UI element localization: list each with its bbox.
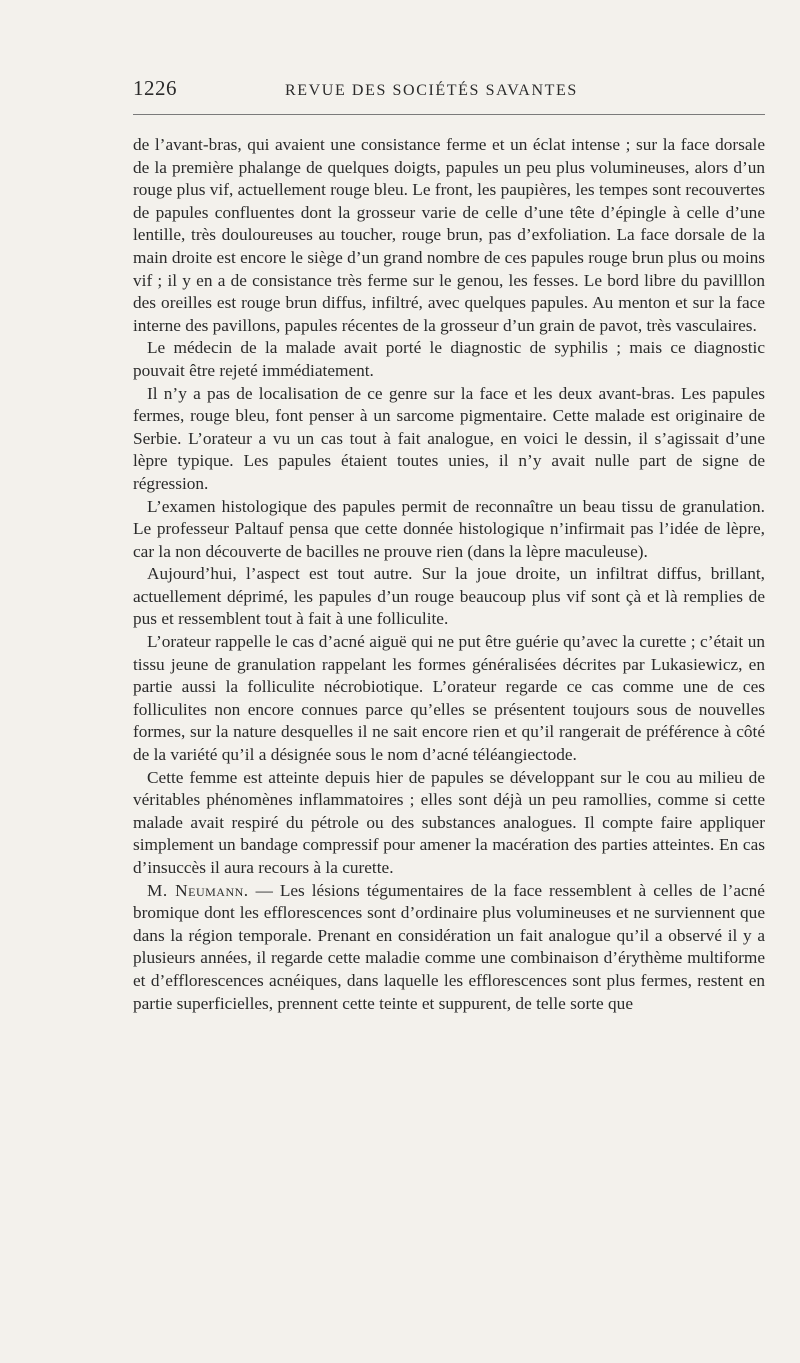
header-rule xyxy=(133,114,765,115)
page-number: 1226 xyxy=(133,76,177,100)
paragraph-5: Aujourd’hui, l’aspect est tout autre. Sur la joue droite, un infiltrat diffus, brillant, actuellement déprimé, les papules d’un rouge beaucoup plus vif sont çà et là remplies de pus et ressemblent tout à fait à une folliculite. xyxy=(133,564,765,629)
paragraph-1: de l’avant-bras, qui avaient une consistance ferme et un éclat intense ; sur la face dorsale de la première phalange de quelques doigts, papules un peu plus volumineuses, alors d’un rouge plus vif, actuellement rouge bleu. Le front, les paupières, les tempes sont recouvertes de papules confluentes dont la grosseur varie de celle d’une tête d’épingle à celle d’une lentille, très douloureuses au toucher, rouge brun, pas d’exfoliation. La face dorsale de la main droite est encore le siège d’un grand nombre de ces papules rouge brun plus ou moins vif ; il y en a de consistance très ferme sur le genou, les fesses. Le bord libre du pavilllon des oreilles est rouge brun diffus, infiltré, avec quelques papules. Au menton et sur la face interne des pavillons, papules récentes de la grosseur d’un grain de pavot, très vasculaires. xyxy=(133,135,765,335)
speaker-name: M. Neumann. xyxy=(147,880,249,900)
body-text xyxy=(133,134,765,1015)
running-title: REVUE DES SOCIÉTÉS SAVANTES xyxy=(285,82,578,99)
paragraph-7: Cette femme est atteinte depuis hier de papules se développant sur le cou au milieu de véritables phénomènes inflammatoires ; elles sont déjà un peu ramollies, comme si cette malade avait respiré du pétrole ou des substances analogues. Il compte faire appliquer simplement un bandage compressif pour amener la macération des parties atteintes. En cas d’insuccès il aura recours à la curette. xyxy=(133,767,765,877)
paragraph-2: Le médecin de la malade avait porté le diagnostic de syphilis ; mais ce diagnostic pouvait être rejeté immédiatement. xyxy=(133,338,765,380)
paragraph-8 xyxy=(133,880,765,1016)
paragraph-3: Il n’y a pas de localisation de ce genre sur la face et les deux avant-bras. Les papules fermes, rouge bleu, font penser à un sarcome pigmentaire. Cette malade est originaire de Serbie. L’orateur a vu un cas tout à fait analogue, en voici le dessin, il s’agissait d’une lèpre typique. Les papules étaient toutes unies, il n’y avait nulle part de signe de régression. xyxy=(133,383,765,493)
page-header xyxy=(133,76,765,106)
paragraph-8-text: — Les lésions tégumentaires de la face ressemblent à celles de l’acné bromique dont les efflorescences sont d’ordinaire plus volumineuses et ne surviennent que dans la région temporale. Prenant en considération un fait analogue qu’il a observé il y a plusieurs années, il regarde cette maladie comme une combinaison d’érythème multiforme et d’efflorescences acnéiques, dans laquelle les efflorescences sont plus fermes, restent en partie superficielles, prennent cette teinte et suppurent, de telle sorte que xyxy=(133,880,765,1013)
paragraph-4: L’examen histologique des papules permit de reconnaître un beau tissu de granulation. Le professeur Paltauf pensa que cette donnée histologique n’infirmait pas l’idée de lèpre, car la non découverte de bacilles ne prouve rien (dans la lèpre maculeuse). xyxy=(133,496,765,561)
paragraph-6: L’orateur rappelle le cas d’acné aiguë qui ne put être guérie qu’avec la curette ; c’était un tissu jeune de granulation rappelant les formes généralisées décrites par Lukasiewicz, en partie aussi la folliculite nécrobiotique. L’orateur regarde ce cas comme une de ces folliculites non encore connues parce qu’elles se présentent toujours sous de nouvelles formes, sur la nature desquelles il ne sait encore rien et qu’il rangerait de préférence à côté de la variété qu’il a désignée sous le nom d’acné téléangiectode. xyxy=(133,632,765,765)
